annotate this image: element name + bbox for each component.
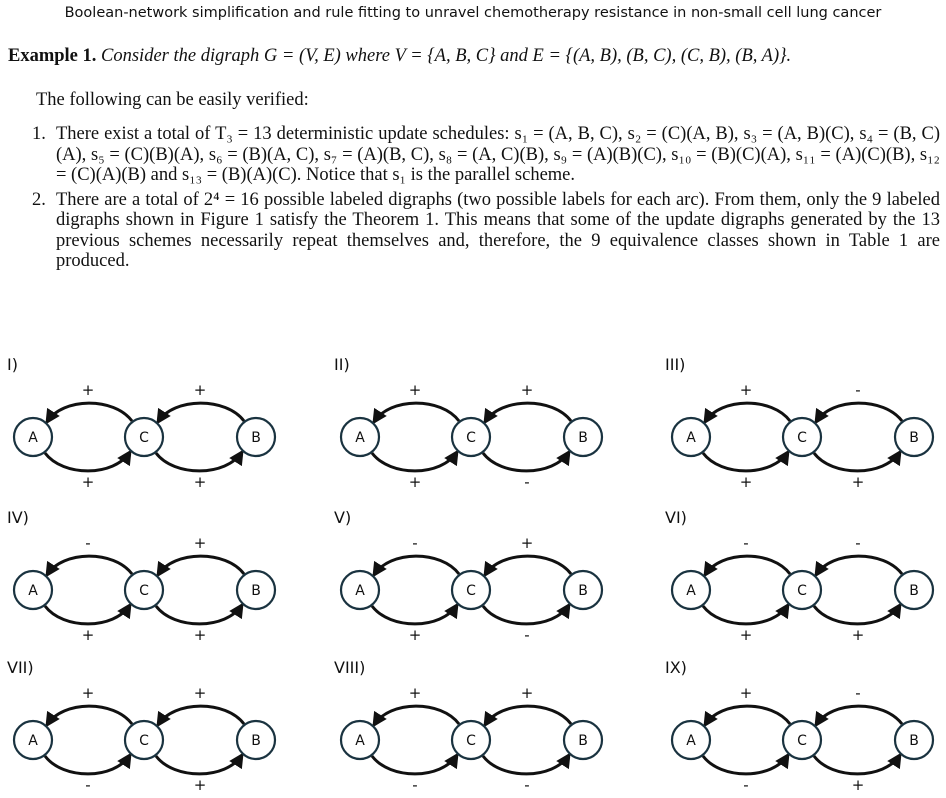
running-header: Boolean-network simplification and rule fitting to unravel chemotherapy resistance in non-small cell lung cancer: [64, 5, 882, 21]
arc-b-to-c: [485, 706, 571, 725]
arc-c-to-a: [705, 403, 790, 422]
node-label: C: [466, 583, 476, 599]
arc-c-to-b: [483, 452, 569, 471]
arc-sign-bottom-left: -: [412, 776, 418, 794]
arc-a-to-c: [372, 452, 457, 471]
node-c: [452, 721, 490, 759]
arc-sign-top-right: +: [193, 534, 207, 552]
arc-c-to-a: [47, 706, 132, 725]
arc-sign-bottom-left: +: [81, 473, 95, 491]
arc-sign-top-left: -: [743, 534, 749, 552]
arc-sign-bottom-left: -: [85, 776, 91, 794]
node-label: B: [909, 430, 919, 446]
arc-b-to-c: [158, 706, 244, 725]
arc-sign-bottom-left: +: [739, 626, 753, 644]
arc-a-to-c: [372, 605, 457, 624]
arc-c-to-a: [47, 556, 132, 575]
arc-sign-bottom-right: +: [851, 473, 865, 491]
node-label: B: [251, 583, 261, 599]
arc-a-to-c: [703, 605, 788, 624]
arc-b-to-c: [816, 556, 902, 575]
list-item: [30, 190, 940, 272]
node-label: C: [797, 733, 807, 749]
arc-a-to-c: [45, 755, 130, 774]
node-c: [783, 418, 821, 456]
arc-sign-top-left: +: [739, 381, 753, 399]
digraph-panel: [335, 658, 615, 798]
node-label: C: [466, 430, 476, 446]
node-a: [14, 721, 52, 759]
node-label: C: [466, 733, 476, 749]
arc-sign-top-left: +: [408, 684, 422, 702]
node-b: [237, 571, 275, 609]
list-item-number: 1.: [32, 124, 46, 144]
node-b: [895, 418, 933, 456]
node-label: A: [686, 430, 696, 446]
arc-c-to-a: [374, 556, 459, 575]
node-label: B: [909, 583, 919, 599]
arc-sign-top-left: -: [412, 534, 418, 552]
node-label: B: [909, 733, 919, 749]
node-b: [895, 721, 933, 759]
arc-b-to-c: [816, 403, 902, 422]
node-label: A: [686, 583, 696, 599]
arc-a-to-c: [45, 605, 130, 624]
digraph-panel: [666, 508, 946, 648]
arc-sign-bottom-right: -: [524, 626, 530, 644]
digraph-panel: [666, 658, 946, 798]
node-b: [564, 418, 602, 456]
arc-sign-top-left: +: [81, 381, 95, 399]
list-item-number: 2.: [32, 189, 46, 210]
arc-c-to-b: [483, 755, 569, 774]
arc-b-to-c: [158, 556, 244, 575]
arc-c-to-a: [47, 403, 132, 422]
arc-sign-top-right: +: [520, 534, 534, 552]
arc-sign-top-right: -: [855, 381, 861, 399]
arc-c-to-b: [483, 605, 569, 624]
panel-label: III): [665, 355, 686, 374]
arc-c-to-b: [156, 755, 242, 774]
node-a: [14, 418, 52, 456]
arc-sign-top-left: -: [85, 534, 91, 552]
digraph-panel: [8, 658, 288, 798]
arc-c-to-b: [814, 452, 900, 471]
list-item: [30, 124, 940, 186]
node-b: [237, 418, 275, 456]
node-label: A: [355, 430, 365, 446]
arc-c-to-b: [156, 452, 242, 471]
arc-sign-top-right: -: [855, 534, 861, 552]
arc-sign-top-right: -: [855, 684, 861, 702]
node-label: C: [139, 430, 149, 446]
arc-sign-top-left: +: [81, 684, 95, 702]
panel-label: V): [334, 508, 352, 527]
arc-b-to-c: [485, 403, 571, 422]
node-a: [14, 571, 52, 609]
arc-c-to-b: [814, 755, 900, 774]
arc-sign-bottom-left: +: [408, 473, 422, 491]
arc-a-to-c: [45, 452, 130, 471]
node-label: C: [797, 583, 807, 599]
node-c: [125, 418, 163, 456]
node-label: B: [578, 733, 588, 749]
panel-label: II): [334, 355, 350, 374]
node-b: [564, 571, 602, 609]
panel-label: VIII): [334, 658, 366, 677]
node-c: [452, 418, 490, 456]
node-a: [341, 721, 379, 759]
arc-sign-top-right: +: [520, 684, 534, 702]
arc-sign-bottom-left: +: [408, 626, 422, 644]
panel-label: IX): [665, 658, 687, 677]
node-b: [237, 721, 275, 759]
arc-b-to-c: [816, 706, 902, 725]
numbered-list: [30, 124, 940, 276]
panel-label: VI): [665, 508, 687, 527]
list-item-text: There are a total of 2⁴ = 16 possible labeled digraphs (two possible labels for each arc). From them, only the 9 labeled digraphs shown in Figure 1 satisfy the Theorem 1. This means that some of the update digraphs generated by the 13 previous schemes necessarily repeat themselves and, therefore, the 9 equivalence classes shown in Table 1 are produced.: [56, 189, 940, 271]
arc-c-to-a: [374, 403, 459, 422]
arc-c-to-b: [814, 605, 900, 624]
arc-a-to-c: [372, 755, 457, 774]
node-label: B: [251, 733, 261, 749]
node-label: B: [578, 583, 588, 599]
node-c: [452, 571, 490, 609]
node-c: [125, 721, 163, 759]
node-label: A: [28, 583, 38, 599]
node-b: [564, 721, 602, 759]
arc-sign-top-left: +: [408, 381, 422, 399]
panel-label: I): [7, 355, 18, 374]
digraph-panel: [8, 355, 288, 495]
arc-sign-top-right: +: [193, 381, 207, 399]
arc-c-to-a: [705, 556, 790, 575]
digraph-panel: [335, 355, 615, 495]
list-item-text: There exist a total of T₃ = 13 deterministic update schedules: s₁ = (A, B, C), s₂ = (C)(A, B), s₃ = (A, B)(C), s₄ = (B, C)(A), s₅ = (C)(B)(A), s₆ = (B)(A, C), s₇ = (A)(B, C), s₈ = (A, C)(B), s₉ = (A)(B)(C), s₁₀ = (B)(C)(A), s₁₁ = (A)(C)(B), s₁₂ = (C)(A)(B) and s₁₃ = (B)(A)(C). Notice that s₁ is the parallel scheme.: [56, 124, 940, 185]
example-text: Consider the digraph G = (V, E) where V = {A, B, C} and E = {(A, B), (B, C), (C, B), (B, A)}.: [101, 46, 792, 66]
arc-sign-bottom-right: +: [193, 473, 207, 491]
node-label: A: [28, 430, 38, 446]
arc-sign-bottom-left: +: [739, 473, 753, 491]
node-label: A: [355, 583, 365, 599]
arc-sign-bottom-right: -: [524, 473, 530, 491]
node-label: A: [28, 733, 38, 749]
node-label: C: [797, 430, 807, 446]
node-label: B: [251, 430, 261, 446]
node-label: A: [686, 733, 696, 749]
arc-a-to-c: [703, 755, 788, 774]
node-c: [783, 571, 821, 609]
node-c: [783, 721, 821, 759]
arc-sign-bottom-left: -: [743, 776, 749, 794]
node-label: A: [355, 733, 365, 749]
arc-sign-bottom-right: +: [193, 776, 207, 794]
arc-sign-top-left: +: [739, 684, 753, 702]
arc-c-to-a: [705, 706, 790, 725]
arc-a-to-c: [703, 452, 788, 471]
intro-text: The following can be easily verified:: [36, 90, 309, 110]
node-a: [672, 721, 710, 759]
arc-c-to-a: [374, 706, 459, 725]
example-statement: [8, 44, 938, 68]
arc-sign-top-right: +: [520, 381, 534, 399]
digraph-panel: [335, 508, 615, 648]
node-a: [672, 571, 710, 609]
arc-sign-bottom-right: +: [193, 626, 207, 644]
digraph-panel: [8, 508, 288, 648]
panel-label: IV): [7, 508, 29, 527]
arc-sign-bottom-left: +: [81, 626, 95, 644]
node-label: B: [578, 430, 588, 446]
arc-sign-bottom-right: +: [851, 776, 865, 794]
node-label: C: [139, 583, 149, 599]
node-a: [672, 418, 710, 456]
node-b: [895, 571, 933, 609]
node-c: [125, 571, 163, 609]
digraph-panel: [666, 355, 946, 495]
node-a: [341, 418, 379, 456]
node-a: [341, 571, 379, 609]
arc-sign-top-right: +: [193, 684, 207, 702]
node-label: C: [139, 733, 149, 749]
arc-sign-bottom-right: -: [524, 776, 530, 794]
arc-sign-bottom-right: +: [851, 626, 865, 644]
example-label: Example 1.: [8, 46, 97, 66]
arc-c-to-b: [156, 605, 242, 624]
arc-b-to-c: [158, 403, 244, 422]
panel-label: VII): [7, 658, 34, 677]
arc-b-to-c: [485, 556, 571, 575]
